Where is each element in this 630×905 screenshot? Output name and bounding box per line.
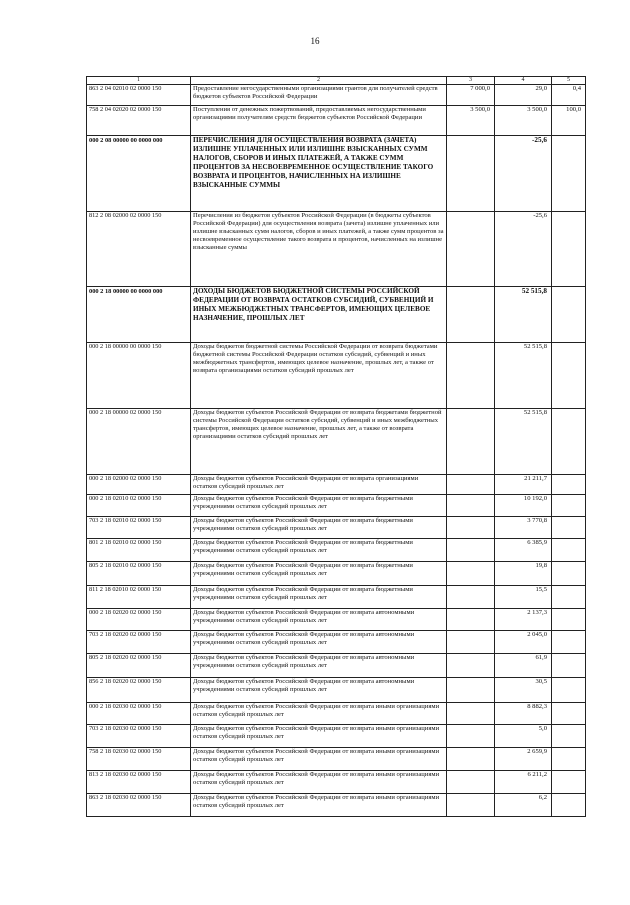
revenue-code-cell: 000 2 18 02020 02 0000 150	[87, 609, 191, 631]
plan-amount-cell	[447, 562, 495, 586]
table-row	[87, 539, 586, 562]
revenue-name-cell: Доходы бюджетов субъектов Российской Федерации от возврата бюджетами бюджетной системы Российской Федерации остатков субсидий, субвенций и иных межбюджетных трансфертов, имеющих целевое назначение, прошлых лет, а также от возврата организациями остатков субсидий прошлых лет	[191, 409, 447, 475]
plan-amount-cell: 3 500,0	[447, 106, 495, 136]
actual-amount-cell: 2 137,3	[495, 609, 552, 631]
column-number-5: 5	[552, 77, 586, 85]
revenue-code-cell: 000 2 18 00000 00 0000 150	[87, 343, 191, 409]
revenue-name-cell: Доходы бюджетов субъектов Российской Федерации от возврата автономными учреждениями остатков субсидий прошлых лет	[191, 654, 447, 678]
table-row	[87, 703, 586, 725]
actual-amount-cell: -25,6	[495, 136, 552, 212]
revenue-name-cell: Доходы бюджетов субъектов Российской Федерации от возврата бюджетными учреждениями остатков субсидий прошлых лет	[191, 495, 447, 517]
percent-cell	[552, 794, 586, 817]
revenue-code-cell: 805 2 18 02020 02 0000 150	[87, 654, 191, 678]
percent-cell	[552, 771, 586, 794]
revenue-code-cell: 863 2 04 02010 02 0000 150	[87, 85, 191, 106]
page-number: 16	[310, 36, 320, 46]
revenue-code-cell: 758 2 18 02030 02 0000 150	[87, 748, 191, 771]
plan-amount-cell	[447, 794, 495, 817]
table-row	[87, 212, 586, 287]
column-number-4: 4	[495, 77, 552, 85]
table-row	[87, 631, 586, 654]
percent-cell	[552, 409, 586, 475]
revenue-name-cell: Доходы бюджетов субъектов Российской Федерации от возврата автономными учреждениями остатков субсидий прошлых лет	[191, 631, 447, 654]
revenue-code-cell: 811 2 18 02010 02 0000 150	[87, 586, 191, 609]
table-row	[87, 771, 586, 794]
revenue-code-cell: 703 2 18 02020 02 0000 150	[87, 631, 191, 654]
plan-amount-cell	[447, 517, 495, 539]
column-number-row	[87, 77, 586, 85]
actual-amount-cell: 15,5	[495, 586, 552, 609]
revenue-code-cell: 812 2 08 02000 02 0000 150	[87, 212, 191, 287]
revenue-code-cell: 856 2 18 02020 02 0000 150	[87, 678, 191, 703]
percent-cell	[552, 631, 586, 654]
table-row	[87, 586, 586, 609]
plan-amount-cell	[447, 654, 495, 678]
column-number-1: 1	[87, 77, 191, 85]
table-row	[87, 409, 586, 475]
table-row	[87, 495, 586, 517]
revenue-code-cell: 000 2 18 00000 00 0000 000	[87, 287, 191, 343]
percent-cell	[552, 343, 586, 409]
revenue-name-cell: Доходы бюджетов бюджетной системы Российской Федерации от возврата бюджетами бюджетной системы Российской Федерации остатков субсидий, субвенций и иных межбюджетных трансфертов, имеющих целевое назначение, прошлых лет, а также от возврата организациями остатков субсидий прошлых лет	[191, 343, 447, 409]
actual-amount-cell: 30,5	[495, 678, 552, 703]
actual-amount-cell: 3 770,8	[495, 517, 552, 539]
actual-amount-cell: 19,8	[495, 562, 552, 586]
table-row	[87, 85, 586, 106]
actual-amount-cell: 2 045,0	[495, 631, 552, 654]
plan-amount-cell	[447, 771, 495, 794]
table-row	[87, 794, 586, 817]
table-row	[87, 136, 586, 212]
plan-amount-cell	[447, 748, 495, 771]
revenue-name-cell: Доходы бюджетов субъектов Российской Федерации от возврата иными организациями остатков субсидий прошлых лет	[191, 703, 447, 725]
table-row	[87, 475, 586, 495]
actual-amount-cell: 52 515,8	[495, 287, 552, 343]
plan-amount-cell	[447, 631, 495, 654]
table-body	[87, 77, 586, 817]
actual-amount-cell: 21 211,7	[495, 475, 552, 495]
revenue-code-cell: 703 2 18 02010 02 0000 150	[87, 517, 191, 539]
revenue-code-cell: 813 2 18 02030 02 0000 150	[87, 771, 191, 794]
actual-amount-cell: 6,2	[495, 794, 552, 817]
plan-amount-cell	[447, 586, 495, 609]
plan-amount-cell	[447, 495, 495, 517]
plan-amount-cell: 7 000,0	[447, 85, 495, 106]
table-row	[87, 678, 586, 703]
table-row	[87, 343, 586, 409]
revenue-code-cell: 801 2 18 02010 02 0000 150	[87, 539, 191, 562]
revenue-code-cell: 000 2 18 00000 02 0000 150	[87, 409, 191, 475]
percent-cell	[552, 654, 586, 678]
actual-amount-cell: 61,9	[495, 654, 552, 678]
revenue-code-cell: 000 2 18 02030 02 0000 150	[87, 703, 191, 725]
percent-cell: 0,4	[552, 85, 586, 106]
percent-cell	[552, 748, 586, 771]
actual-amount-cell: -25,6	[495, 212, 552, 287]
revenue-code-cell: 863 2 18 02030 02 0000 150	[87, 794, 191, 817]
revenue-name-cell: Перечисления из бюджетов субъектов Российской Федерации (в бюджеты субъектов Российской Федерации) для осуществления возврата (зачета) излишне уплаченных или излишне взысканных сумм налогов, сборов и иных платежей, а также сумм процентов за несвоевременное осуществление такого возврата и процентов, начисленных на излишне взысканные суммы	[191, 212, 447, 287]
column-number-3: 3	[447, 77, 495, 85]
plan-amount-cell	[447, 678, 495, 703]
plan-amount-cell	[447, 539, 495, 562]
plan-amount-cell	[447, 212, 495, 287]
column-number-2: 2	[191, 77, 447, 85]
plan-amount-cell	[447, 703, 495, 725]
percent-cell	[552, 212, 586, 287]
plan-amount-cell	[447, 725, 495, 748]
actual-amount-cell: 10 192,0	[495, 495, 552, 517]
percent-cell	[552, 586, 586, 609]
percent-cell	[552, 517, 586, 539]
table-row	[87, 287, 586, 343]
actual-amount-cell: 5,0	[495, 725, 552, 748]
plan-amount-cell	[447, 409, 495, 475]
revenue-name-cell: Доходы бюджетов субъектов Российской Федерации от возврата автономными учреждениями остатков субсидий прошлых лет	[191, 678, 447, 703]
revenue-name-cell: Доходы бюджетов субъектов Российской Федерации от возврата иными организациями остатков субсидий прошлых лет	[191, 771, 447, 794]
percent-cell	[552, 562, 586, 586]
actual-amount-cell: 52 515,8	[495, 409, 552, 475]
plan-amount-cell	[447, 343, 495, 409]
percent-cell	[552, 725, 586, 748]
actual-amount-cell: 2 659,9	[495, 748, 552, 771]
revenue-name-cell: ПЕРЕЧИСЛЕНИЯ ДЛЯ ОСУЩЕСТВЛЕНИЯ ВОЗВРАТА (ЗАЧЕТА) ИЗЛИШНЕ УПЛАЧЕННЫХ ИЛИ ИЗЛИШНЕ ВЗЫСКАННЫХ СУММ НАЛОГОВ, СБОРОВ И ИНЫХ ПЛАТЕЖЕЙ, А ТАКЖЕ СУММ ПРОЦЕНТОВ ЗА НЕСВОЕВРЕМЕННОЕ ОСУЩЕСТВЛЕНИЕ ТАКОГО ВОЗВРАТА И ПРОЦЕНТОВ, НАЧИСЛЕННЫХ НА ИЗЛИШНЕ ВЗЫСКАННЫЕ СУММЫ	[191, 136, 447, 212]
plan-amount-cell	[447, 609, 495, 631]
revenue-code-cell: 703 2 18 02030 02 0000 150	[87, 725, 191, 748]
revenue-code-cell: 000 2 08 00000 00 0000 000	[87, 136, 191, 212]
revenue-name-cell: Доходы бюджетов субъектов Российской Федерации от возврата бюджетными учреждениями остатков субсидий прошлых лет	[191, 517, 447, 539]
revenue-name-cell: ДОХОДЫ БЮДЖЕТОВ БЮДЖЕТНОЙ СИСТЕМЫ РОССИЙСКОЙ ФЕДЕРАЦИИ ОТ ВОЗВРАТА ОСТАТКОВ СУБСИДИЙ, СУБВЕНЦИЙ И ИНЫХ МЕЖБЮДЖЕТНЫХ ТРАНСФЕРТОВ, ИМЕЮЩИХ ЦЕЛЕВОЕ НАЗНАЧЕНИЕ, ПРОШЛЫХ ЛЕТ	[191, 287, 447, 343]
revenue-name-cell: Предоставление негосударственными организациями грантов для получателей средств бюджетов субъектов Российской Федерации	[191, 85, 447, 106]
actual-amount-cell: 29,0	[495, 85, 552, 106]
revenue-code-cell: 805 2 18 02010 02 0000 150	[87, 562, 191, 586]
percent-cell	[552, 287, 586, 343]
percent-cell	[552, 475, 586, 495]
revenue-name-cell: Поступления от денежных пожертвований, предоставляемых негосударственными организациями получателям средств бюджетов субъектов Российской Федерации	[191, 106, 447, 136]
actual-amount-cell: 6 211,2	[495, 771, 552, 794]
revenue-name-cell: Доходы бюджетов субъектов Российской Федерации от возврата иными организациями остатков субсидий прошлых лет	[191, 794, 447, 817]
budget-revenue-table	[86, 76, 586, 817]
percent-cell	[552, 495, 586, 517]
revenue-code-cell: 000 2 18 02010 02 0000 150	[87, 495, 191, 517]
actual-amount-cell: 3 500,0	[495, 106, 552, 136]
revenue-name-cell: Доходы бюджетов субъектов Российской Федерации от возврата иными организациями остатков субсидий прошлых лет	[191, 748, 447, 771]
actual-amount-cell: 52 515,8	[495, 343, 552, 409]
revenue-name-cell: Доходы бюджетов субъектов Российской Федерации от возврата бюджетными учреждениями остатков субсидий прошлых лет	[191, 562, 447, 586]
percent-cell	[552, 703, 586, 725]
percent-cell: 100,0	[552, 106, 586, 136]
table-row	[87, 609, 586, 631]
table-row	[87, 562, 586, 586]
table-row	[87, 517, 586, 539]
plan-amount-cell	[447, 475, 495, 495]
table-row	[87, 725, 586, 748]
percent-cell	[552, 609, 586, 631]
table-row	[87, 654, 586, 678]
actual-amount-cell: 8 882,3	[495, 703, 552, 725]
table-row	[87, 748, 586, 771]
plan-amount-cell	[447, 287, 495, 343]
revenue-name-cell: Доходы бюджетов субъектов Российской Федерации от возврата автономными учреждениями остатков субсидий прошлых лет	[191, 609, 447, 631]
revenue-name-cell: Доходы бюджетов субъектов Российской Федерации от возврата иными организациями остатков субсидий прошлых лет	[191, 725, 447, 748]
revenue-name-cell: Доходы бюджетов субъектов Российской Федерации от возврата бюджетными учреждениями остатков субсидий прошлых лет	[191, 539, 447, 562]
revenue-name-cell: Доходы бюджетов субъектов Российской Федерации от возврата организациями остатков субсидий прошлых лет	[191, 475, 447, 495]
percent-cell	[552, 678, 586, 703]
revenue-name-cell: Доходы бюджетов субъектов Российской Федерации от возврата бюджетными учреждениями остатков субсидий прошлых лет	[191, 586, 447, 609]
percent-cell	[552, 136, 586, 212]
revenue-code-cell: 000 2 18 02000 02 0000 150	[87, 475, 191, 495]
percent-cell	[552, 539, 586, 562]
revenue-code-cell: 758 2 04 02020 02 0000 150	[87, 106, 191, 136]
plan-amount-cell	[447, 136, 495, 212]
table-row	[87, 106, 586, 136]
actual-amount-cell: 6 385,9	[495, 539, 552, 562]
